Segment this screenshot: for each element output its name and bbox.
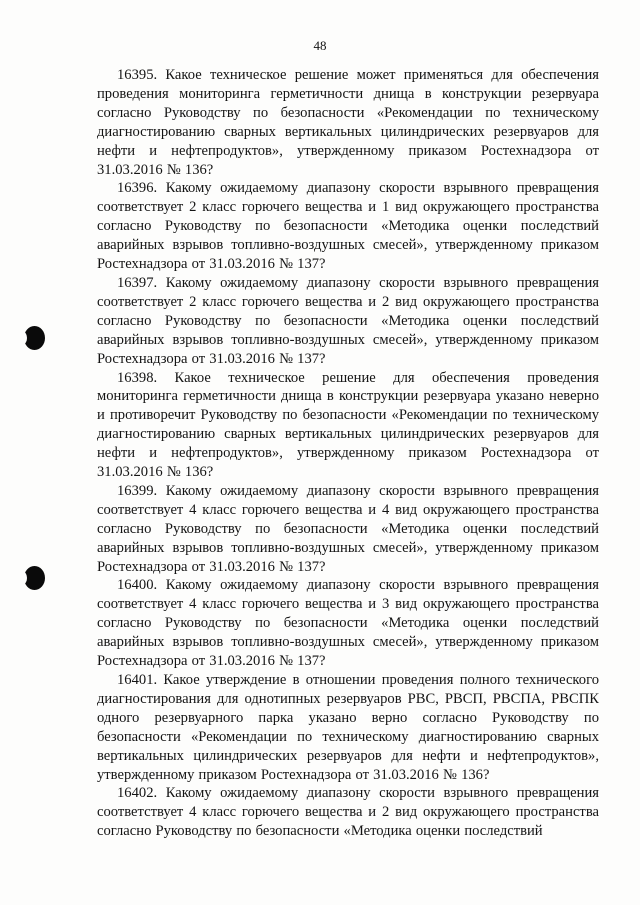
question-16398: 16398. Какое техническое решение для обеспечения проведения мониторинга герметичности днища в конструкции резервуара указано неверно и противоречит Руководству по безопасности «Рекомендации по техническому диагностированию сварных вертикальных цилиндрических резервуаров для нефти и нефтепродуктов», утвержденному приказом Ростехнадзора от 31.03.2016 № 136? <box>97 369 599 481</box>
question-16402: 16402. Какому ожидаемому диапазону скорости взрывного превращения соответствует 4 класс горючего вещества и 2 вид окружающего пространства согласно Руководству по безопасности «Методика оценки последствий <box>97 785 599 840</box>
question-16400: 16400. Какому ожидаемому диапазону скорости взрывного превращения соответствует 4 класс горючего вещества и 3 вид окружающего пространства согласно Руководству по безопасности «Методика оценки последствий аварийных взрывов топливно-воздушных смесей», утвержденному приказом Ростехнадзора от 31.03.2016 № 137? <box>97 577 599 670</box>
document-body <box>97 66 599 841</box>
question-16397: 16397. Какому ожидаемому диапазону скорости взрывного превращения соответствует 2 класс горючего вещества и 2 вид окружающего пространства согласно Руководству по безопасности «Методика оценки последствий аварийных взрывов топливно-воздушных смесей», утвержденному приказом Ростехнадзора от 31.03.2016 № 137? <box>97 274 599 367</box>
question-16396: 16396. Какому ожидаемому диапазону скорости взрывного превращения соответствует 2 класс горючего вещества и 1 вид окружающего пространства согласно Руководству по безопасности «Методика оценки последствий аварийных взрывов топливно-воздушных смесей», утвержденному приказом Ростехнадзора от 31.03.2016 № 137? <box>97 180 599 273</box>
question-16395: 16395. Какое техническое решение может применяться для обеспечения проведения мониторинга герметичности днища в конструкции резервуара согласно Руководству по безопасности «Рекомендации по техническому диагностированию сварных вертикальных цилиндрических резервуаров для нефти и нефтепродуктов», утвержденному приказом Ростехнадзора от 31.03.2016 № 136? <box>97 67 599 178</box>
question-16399: 16399. Какому ожидаемому диапазону скорости взрывного превращения соответствует 4 класс горючего вещества и 4 вид окружающего пространства согласно Руководству по безопасности «Методика оценки последствий аварийных взрывов топливно-воздушных смесей», утвержденному приказом Ростехнадзора от 31.03.2016 № 137? <box>97 482 599 575</box>
punch-hole-icon <box>24 566 45 590</box>
page-number: 48 <box>313 38 327 53</box>
question-16401: 16401. Какое утверждение в отношении проведения полного технического диагностирования для однотипных резервуаров РВС, РВСП, РВСПА, РВСПК одного резервуарного парка указано верно согласно Руководству по безопасности «Рекомендации по техническому диагностированию сварных вертикальных цилиндрических резервуаров для нефти и нефтепродуктов», утвержденному приказом Ростехнадзора от 31.03.2016 № 136? <box>97 672 599 783</box>
punch-hole-icon <box>24 326 45 350</box>
